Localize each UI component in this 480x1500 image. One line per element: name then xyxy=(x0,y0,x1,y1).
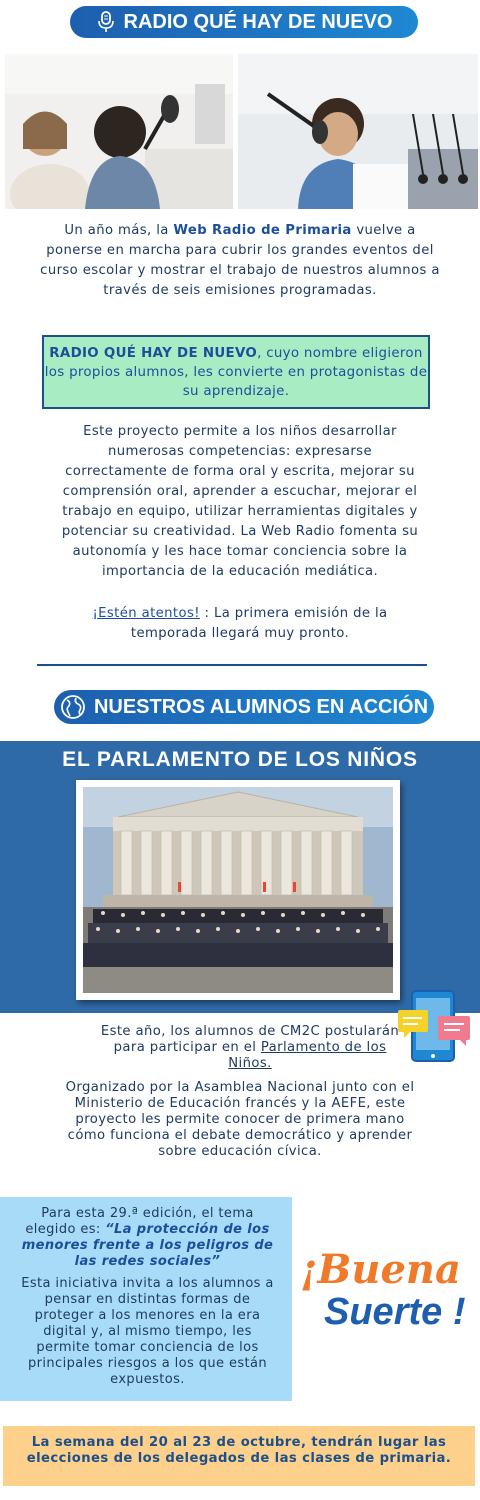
radio-title-banner xyxy=(70,6,418,38)
edition-theme-quote: “La protección de los menores frente a los peligros de las redes sociales” xyxy=(21,1222,274,1269)
parliament-photo xyxy=(76,780,400,1000)
callout-text: , cuyo nombre eligieron los propios alumnos, les convierte en protagonistas de su aprendizaje. xyxy=(44,346,428,399)
good-luck-message xyxy=(300,1248,465,1332)
good-luck-line1: ¡Buena xyxy=(300,1246,461,1293)
radio-photo-left xyxy=(5,54,233,209)
microphone-icon xyxy=(96,11,116,33)
elections-notice xyxy=(3,1426,475,1486)
good-luck-line2: Suerte ! xyxy=(324,1291,466,1333)
section-title-banner xyxy=(54,690,434,724)
elections-text: La semana del 20 al 23 de octubre, tendrán lugar las elecciones de los delegados de las clases de primaria. xyxy=(26,1435,452,1466)
callout-bold: RADIO QUÉ HAY DE NUEVO xyxy=(49,346,258,361)
web-radio-name: Web Radio de Primaria xyxy=(173,223,352,238)
phone-chat-icon xyxy=(398,990,472,1068)
intro-paragraph xyxy=(40,221,440,301)
parliament-title: EL PARLAMENTO DE LOS NIÑOS xyxy=(62,748,418,771)
parliament-intro-text: Este año, los alumnos de CM2C postularán para participar en el xyxy=(100,1024,400,1055)
radio-title: RADIO QUÉ HAY DE NUEVO xyxy=(123,10,393,33)
section-divider xyxy=(37,664,427,666)
section-title: NUESTROS ALUMNOS EN ACCIÓN xyxy=(93,695,429,718)
parliament-link[interactable]: Parlamento de los Niños. xyxy=(228,1040,387,1071)
edition-theme xyxy=(15,1206,280,1270)
parliament-intro xyxy=(100,1024,400,1072)
intro-rest: vuelve a ponerse en marcha para cubrir los grandes eventos del curso escolar y mostrar el trabajo de nuestros alumnos a través de seis emisiones programadas. xyxy=(40,223,440,298)
intro-lead: Un año más, la xyxy=(64,223,174,238)
radio-photo-right xyxy=(238,54,478,209)
radio-name-callout xyxy=(42,335,430,409)
globe-icon xyxy=(60,694,86,720)
notice-text: : La primera emisión de la temporada llegará muy pronto. xyxy=(130,606,388,641)
parliament-description: Organizado por la Asamblea Nacional junto con el Ministerio de Educación francés y la AEFE, este proyecto les permite conocer de primera mano cómo funciona el debate democrático y aprender sobre educación cívica. xyxy=(65,1080,415,1159)
notice-paragraph xyxy=(60,604,420,644)
notice-link[interactable]: ¡Estén atentos! xyxy=(92,606,200,621)
edition-intro: Para esta 29.ª edición, el tema elegido es: xyxy=(25,1206,254,1237)
project-paragraph: Este proyecto permite a los niños desarrollar numerosas competencias: expresarse correctamente de forma oral y escrita, mejorar su comprensión oral, aprender a escuchar, mejorar el trabajo en equipo, utilizar herramientas digitales y potenciar su creatividad. La Web Radio fomenta su autonomía y les hace tomar conciencia sobre la importancia de la educación mediática. xyxy=(61,424,419,579)
edition-text: Esta iniciativa invita a los alumnos a pensar en distintas formas de proteger a los menores en la era digital y, al mismo tiempo, les permite tomar conciencia de los principales riesgos a los que están expuestos. xyxy=(21,1276,274,1387)
